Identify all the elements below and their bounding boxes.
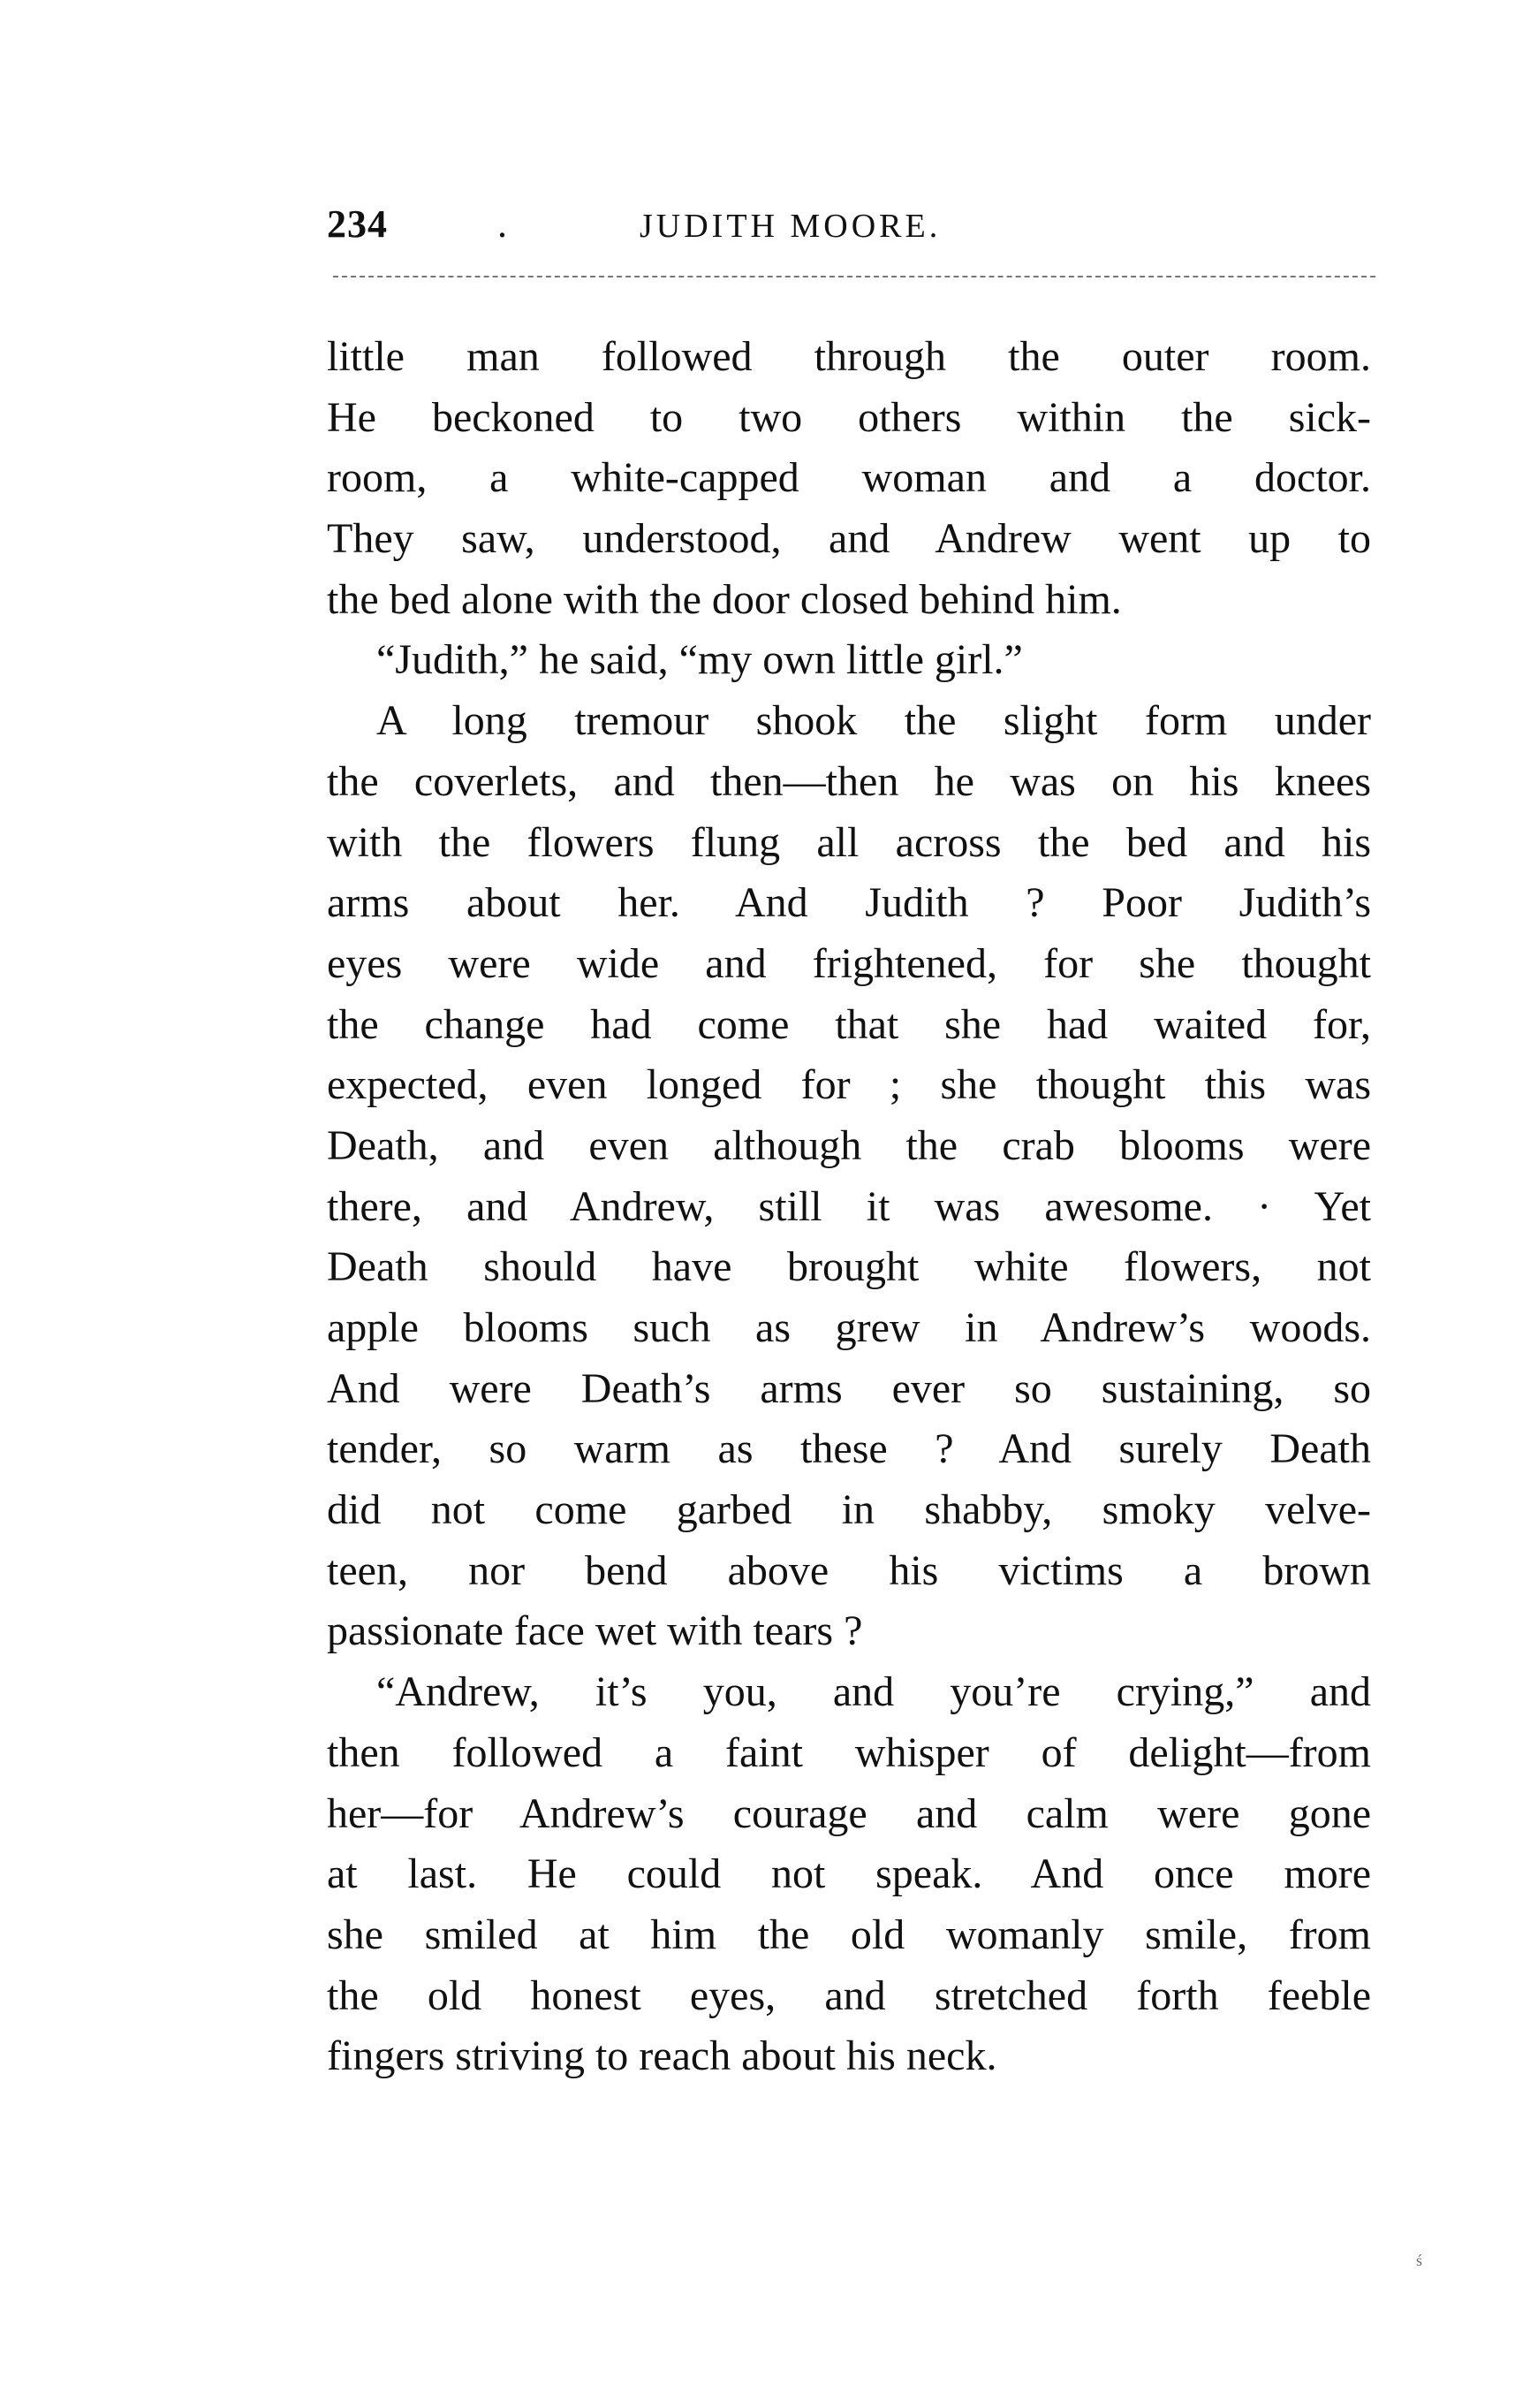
body-text [327,327,1371,2087]
text-line: she smiled at him the old womanly smile, from [327,1910,1371,1958]
text-line: Death, and even although the crab blooms were [327,1121,1371,1169]
text-line: apple blooms such as grew in Andrew’s woods. [327,1304,1371,1351]
text-line: there, and Andrew, still it was awesome. · Yet [327,1182,1371,1230]
text-line: “Judith,” he said, “my own little girl.” [376,636,1023,684]
text-line: passionate face wet with tears ? [327,1607,863,1655]
text-line: little man followed through the outer room. [327,333,1371,380]
text-line: expected, even longed for ; she thought this was [327,1061,1371,1109]
text-line: her—for Andrew’s courage and calm were gone [327,1789,1371,1837]
text-line: at last. He could not speak. And once more [327,1850,1371,1898]
text-line: And were Death’s arms ever so sustaining, so [327,1364,1371,1412]
text-line: teen, nor bend above his victims a brown [327,1546,1371,1594]
text-line: the coverlets, and then—then he was on his knees [327,757,1371,805]
header-dot: . [497,202,507,246]
text-line: Death should have brought white flowers, not [327,1243,1371,1291]
text-line: fingers striving to reach about his neck. [327,2032,997,2080]
text-line: arms about her. And Judith ? Poor Judith’s [327,879,1371,927]
text-line: tender, so warm as these ? And surely Death [327,1425,1371,1473]
text-line: the old honest eyes, and stretched forth feeble [327,1971,1371,2019]
text-line: They saw, understood, and Andrew went up to [327,515,1371,563]
corner-mark: ś [1416,2252,1423,2269]
text-line: eyes were wide and frightened, for she thought [327,939,1371,987]
text-line: with the flowers flung all across the bed and his [327,818,1371,866]
running-title: JUDITH MOORE. [640,208,942,245]
text-line: A long tremour shook the slight form under [376,697,1371,745]
text-line: room, a white-capped woman and a doctor. [327,454,1371,502]
text-line: He beckoned to two others within the sick- [327,393,1371,441]
running-head [327,201,1374,254]
text-line: then followed a faint whisper of delight—from [327,1728,1371,1776]
text-line: did not come garbed in shabby, smoky velve- [327,1486,1371,1534]
header-rule [333,276,1375,277]
page-number: 234 [327,202,388,246]
text-line: the bed alone with the door closed behind him. [327,575,1122,623]
text-line: the change had come that she had waited for, [327,1000,1371,1048]
text-line: “Andrew, it’s you, and you’re crying,” and [376,1668,1371,1716]
